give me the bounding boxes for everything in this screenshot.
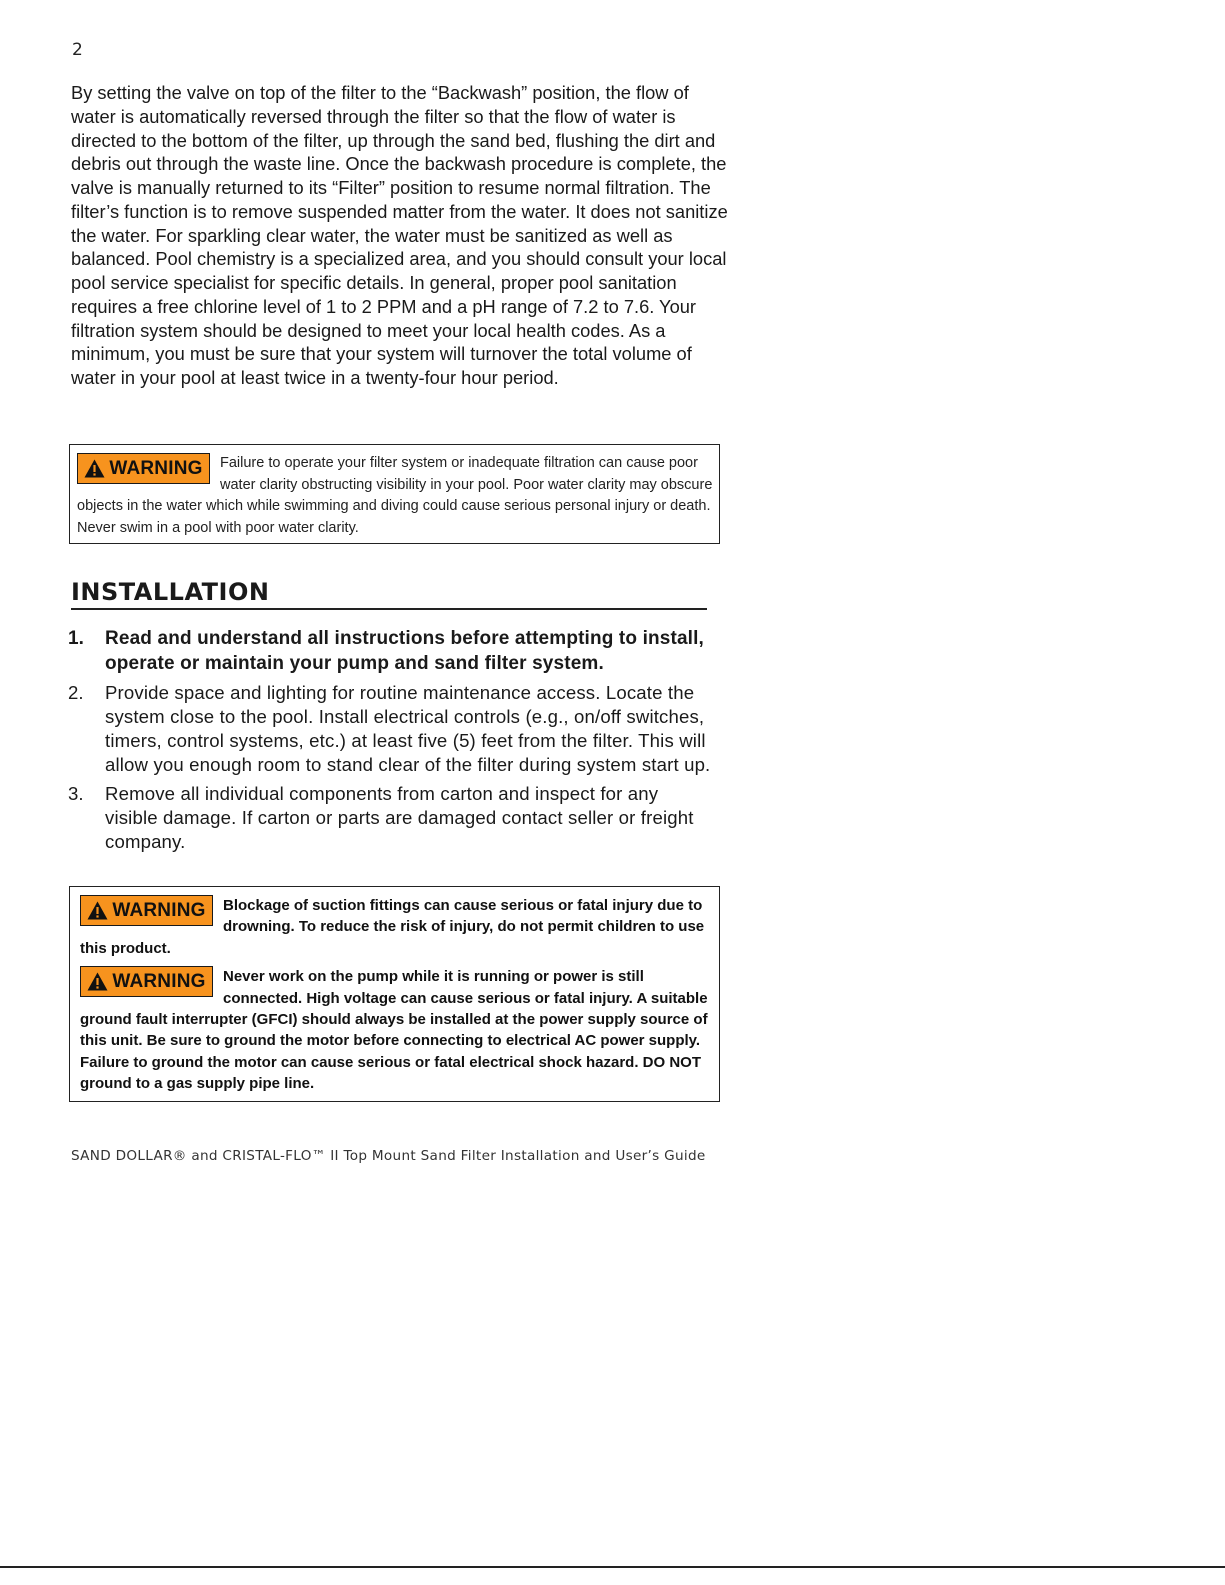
page-footer: SAND DOLLAR® and CRISTAL-FLO™ II Top Mount Sand Filter Installation and User’s Guide (71, 1148, 706, 1164)
warning-badge (80, 966, 213, 997)
warning-badge (77, 453, 210, 484)
list-item-text: Remove all individual components from carton and inspect for any visible damage. If carton or parts are damaged contact seller or freight company. (105, 783, 694, 852)
list-item-text: Provide space and lighting for routine maintenance access. Locate the system close to the pool. Install electrical controls (e.g., on/off switches, timers, control systems, etc.) at least five (5) feet from the filter. This will allow you enough room to stand clear of the filter during system start up. (105, 682, 711, 775)
installation-steps (68, 626, 713, 859)
warning-badge-label: WARNING (109, 457, 203, 479)
list-item (68, 626, 713, 676)
warning-text: Failure to operate your filter system or inadequate filtration can cause poor water clarity obstructing visibility in your pool. Poor water clarity may obscure objects in the water which while swimming and diving could cause serious personal injury or death. Never swim in a pool with poor water clarity. (77, 455, 713, 536)
warning-box-safety (69, 886, 720, 1102)
warning-triangle-icon (87, 972, 108, 991)
section-heading-installation: INSTALLATION (71, 578, 707, 610)
warning-badge-label: WARNING (112, 971, 206, 993)
list-item-number: 3. (68, 783, 84, 804)
warning-triangle-icon (87, 901, 108, 920)
warning-triangle-icon (84, 459, 105, 478)
warning-badge (80, 895, 213, 926)
warning-box-filtration (69, 444, 720, 544)
page-number: 2 (72, 40, 83, 60)
warning-paragraph (80, 966, 713, 1094)
list-item (68, 782, 713, 854)
warning-paragraph (80, 895, 713, 959)
bottom-rule (0, 1566, 1225, 1568)
intro-paragraph: By setting the valve on top of the filter to the “Backwash” position, the flow of water is automatically reversed through the filter so that the flow of water is directed to the bottom of the filter, up through the sand bed, flushing the dirt and debris out through the waste line. Once the backwash procedure is complete, the valve is manually returned to its “Filter” position to resume normal filtration. The filter’s function is to remove suspended matter from the water. It does not sanitize the water. For sparkling clear water, the water must be sanitized as well as balanced. Pool chemistry is a specialized area, and you should consult your local pool service specialist for specific details. In general, proper pool sanitation requires a free chlorine level of 1 to 2 PPM and a pH range of 7.2 to 7.6. Your filtration system should be designed to meet your local health codes. As a minimum, you must be sure that your system will turnover the total volume of water in your pool at least twice in a twenty-four hour period. (71, 82, 728, 388)
list-item (68, 681, 713, 777)
warning-text: Blockage of suction fittings can cause serious or fatal injury due to drowning. To reduce the risk of injury, do not permit children to use this product. (80, 897, 705, 957)
warning-badge-label: WARNING (112, 899, 206, 921)
list-item-number: 1. (68, 628, 84, 649)
list-item-text: Read and understand all instructions before attempting to install, operate or maintain your pump and sand filter system. (105, 628, 704, 674)
list-item-number: 2. (68, 682, 84, 703)
warning-text: Never work on the pump while it is running or power is still connected. High voltage can cause serious or fatal injury. A suitable ground fault interrupter (GFCI) should always be installed at the power supply source of this unit. Be sure to ground the motor before connecting to electrical AC power supply. Failure to ground the motor can cause serious or fatal electrical shock hazard. DO NOT ground to a gas supply pipe line. (80, 968, 708, 1093)
